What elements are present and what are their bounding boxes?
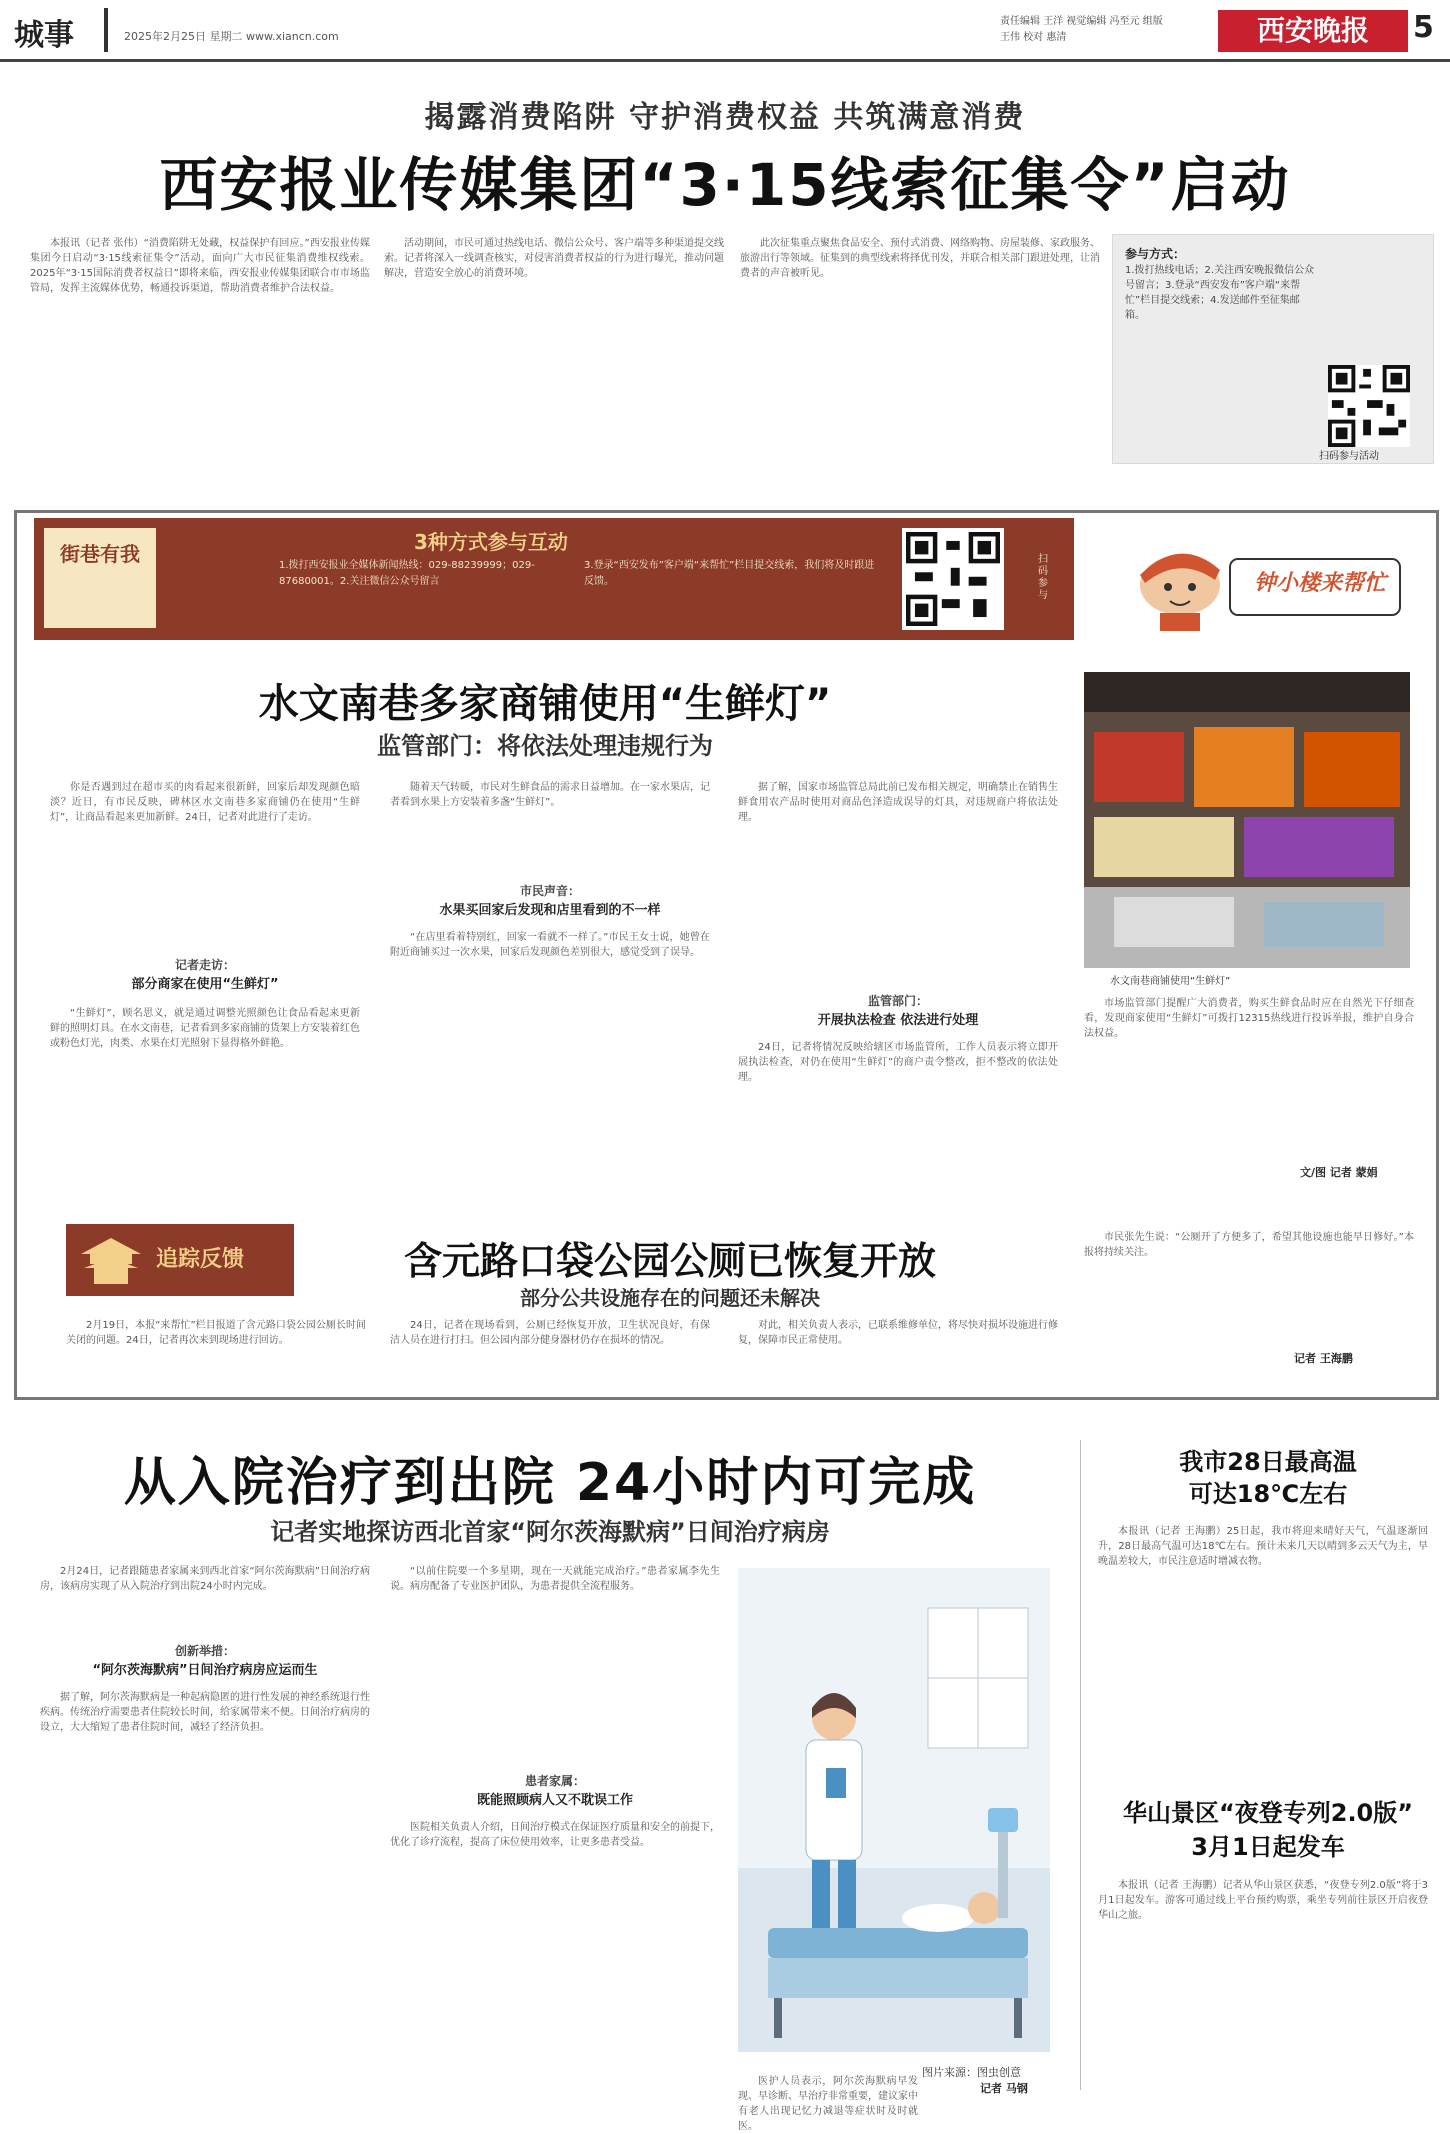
- story1-col4: 市场监管部门提醒广大消费者，购买生鲜食品时应在自然光下仔细查看，发现商家使用“生鲜灯”可拨打12315热线进行投诉举报，维护自身合法权益。: [1084, 998, 1414, 1039]
- story3-col3: 医护人员表示，阿尔茨海默病早发现、早诊断、早治疗非常重要，建议家中有老人出现记忆力减退等症状时及时就医。: [738, 2076, 918, 2132]
- participation-info-box: [1112, 234, 1434, 464]
- info-title: 参与方式：: [1125, 247, 1186, 261]
- story2-col3: 对此，相关负责人表示，已联系维修单位，将尽快对损坏设施进行修复，保障市民正常使用。: [738, 1320, 1058, 1346]
- newspaper-logo: 西安晚报: [1218, 10, 1408, 52]
- story2-col4: 市民张先生说：“公厕开了方便多了，希望其他设施也能早日修好。”本报将持续关注。: [1084, 1232, 1414, 1258]
- story1-subhead-1: 记者走访： 部分商家在使用“生鲜灯”: [131, 958, 279, 992]
- story1-subtitle: 监管部门：将依法处理违规行为: [377, 732, 713, 760]
- story1-subhead-2: 市民声音： 水果买回家后发现和店里看到的不一样: [439, 884, 661, 918]
- story1-col2: 随着天气转暖，市民对生鲜食品的需求日益增加。在一家水果店，记者看到水果上方安装着多盏“生鲜灯”。: [390, 782, 710, 808]
- banner-item-2: 3.登录“西安发布”客户端“来帮忙”栏目提交线索，我们将及时跟进反馈。: [584, 560, 875, 587]
- story2-headline: 含元路口袋公园公厕已恢复开放: [403, 1239, 936, 1283]
- lead-kicker: 揭露消费陷阱 守护消费权益 共筑满意消费: [424, 100, 1026, 135]
- story1-byline: 文/图 记者 蒙娟: [1300, 1166, 1378, 1179]
- lead-headline: 西安报业传媒集团“3·15线索征集令”启动: [159, 151, 1291, 219]
- banner-title: 3种方式参与互动: [414, 530, 568, 554]
- huashan-text: 本报讯（记者 王海鹏）记者从华山景区获悉，“夜登专列2.0版”将于3月1日起发车。游客可通过线上平台预约购票，乘坐专列前往景区开启夜登华山之旅。: [1098, 1880, 1428, 1921]
- story1-col3: 据了解，国家市场监管总局此前已发布相关规定，明确禁止在销售生鲜食用农产品时使用对商品色泽造成误导的灯具，对违规商户将依法处理。: [738, 782, 1058, 823]
- pagoda-icon: [76, 1234, 146, 1286]
- qr-code-icon[interactable]: [1328, 365, 1410, 447]
- story1-photo-caption: 水文南巷商铺使用“生鲜灯”: [1110, 976, 1231, 987]
- tracking-label: 追踪反馈: [156, 1247, 245, 1272]
- illustration-caption: 图片来源：图虫创意: [922, 2066, 1021, 2079]
- weather-text: 本报讯（记者 王海鹏）25日起，我市将迎来晴好天气，气温逐渐回升，28日最高气温可达18℃左右。预计未来几天以晴到多云天气为主，早晚温差较大，市民注意适时增减衣物。: [1098, 1526, 1428, 1567]
- story3-subhead-2: 患者家属： 既能照顾病人又不耽误工作: [476, 1774, 633, 1808]
- story2-col1: 2月19日，本报“来帮忙”栏目报道了含元路口袋公园公厕长时间关闭的问题。24日，记者再次来到现场进行回访。: [66, 1320, 366, 1346]
- banner-item-1: 1.拨打西安报业全媒体新闻热线：029-88239999；029-87680001。2.关注微信公众号留言: [279, 560, 535, 587]
- story3-headline: 从入院治疗到出院 24小时内可完成: [123, 1453, 977, 1513]
- story3-subtitle: 记者实地探访西北首家“阿尔茨海默病”日间治疗病房: [270, 1518, 830, 1546]
- lead-column-1: 本报讯（记者 张伟）“消费陷阱无处藏，权益保护有回应。”西安报业传媒集团今日启动“3·15线索征集令”活动，面向广大市民征集消费维权线索。2025年“3·15国际消费者权益日”即将来临，西安报业传媒集团联合市市场监管局，发挥主流媒体优势，畅通投诉渠道，帮助消费者维护合法权益。: [30, 238, 370, 294]
- story2-col2: 24日，记者在现场看到，公厕已经恢复开放，卫生状况良好，有保洁人员在进行打扫。但公园内部分健身器材仍存在损坏的情况。: [390, 1320, 710, 1346]
- story1-photo: [1084, 672, 1410, 968]
- story1-col2b: “在店里看着特别红，回家一看就不一样了。”市民王女士说，她曾在附近商铺买过一次水果，回家后发现颜色差别很大，感觉受到了误导。: [390, 932, 710, 958]
- story3-byline: 记者 马钢: [980, 2082, 1028, 2095]
- helper-title: 钟小楼来帮忙: [1253, 571, 1386, 596]
- story1-subhead-3: 监管部门： 开展执法检查 依法进行处理: [817, 994, 979, 1028]
- editor-credits: 责任编辑 王洋 视觉编辑 冯至元 组版 王伟 校对 惠清: [1000, 16, 1163, 43]
- section-name: 城事: [14, 18, 74, 53]
- story1-col3b: 24日，记者将情况反映给辖区市场监管所，工作人员表示将立即开展执法检查，对仍在使用“生鲜灯”的商户责令整改，拒不整改的依法处理。: [738, 1042, 1058, 1083]
- hospital-illustration: [738, 1568, 1050, 2052]
- story3-col1: 2月24日，记者跟随患者家属来到西北首家“阿尔茨海默病”日间治疗病房，该病房实现了从入院治疗到出院24小时内完成。: [40, 1566, 370, 1592]
- column-logo: 街巷有我: [44, 528, 156, 628]
- banner-qr-caption: 扫码参与: [1038, 554, 1048, 601]
- sidebar-divider: [1080, 1440, 1081, 2090]
- page-number: 5: [1413, 10, 1434, 45]
- story3-col1b: 据了解，阿尔茨海默病是一种起病隐匿的进行性发展的神经系统退行性疾病。传统治疗需要患者住院较长时间，给家属带来不便。日间治疗病房的设立，大大缩短了患者住院时间，减轻了经济负担。: [40, 1692, 370, 1733]
- story3-col2b: 医院相关负责人介绍，日间治疗模式在保证医疗质量和安全的前提下，优化了诊疗流程，提高了床位使用效率，让更多患者受益。: [390, 1822, 720, 1848]
- info-qr-caption: 扫码参与活动: [1319, 451, 1379, 462]
- story2-byline: 记者 王海鹏: [1294, 1352, 1353, 1365]
- story2-subtitle: 部分公共设施存在的问题还未解决: [520, 1286, 820, 1310]
- participation-banner: [34, 518, 1074, 640]
- info-body: 1.拨打热线电话；2.关注西安晚报微信公众号留言；3.登录“西安发布”客户端“来帮忙”栏目提交线索；4.发送邮件至征集邮箱。: [1125, 265, 1315, 321]
- story1-headline: 水文南巷多家商铺使用“生鲜灯”: [258, 681, 832, 727]
- story3-subhead-1: 创新举措： “阿尔茨海默病”日间治疗病房应运而生: [92, 1644, 318, 1678]
- lead-column-3: 此次征集重点聚焦食品安全、预付式消费、网络购物、房屋装修、家政服务、旅游出行等领域。征集到的典型线索将择优刊发，并联合相关部门跟进处理，让消费者的声音被听见。: [740, 238, 1100, 279]
- masthead: [0, 0, 1450, 62]
- story1-col1: 你是否遇到过在超市买的肉看起来很新鲜，回家后却发现颜色暗淡？近日，有市民反映，碑林区水文南巷多家商铺仍在使用“生鲜灯”，让商品看起来更加新鲜。24日，记者对此进行了走访。: [50, 782, 360, 823]
- lead-column-2: 活动期间，市民可通过热线电话、微信公众号、客户端等多种渠道提交线索。记者将深入一线调查核实，对侵害消费者权益的行为进行曝光，推动问题解决，营造安全放心的消费环境。: [384, 238, 724, 279]
- banner-qr-code-icon[interactable]: [902, 528, 1004, 630]
- tracking-badge: [66, 1224, 294, 1296]
- weather-headline: 我市28日最高温 可达18℃左右: [1179, 1448, 1357, 1508]
- dateline: 2025年2月25日 星期二 www.xiancn.com: [124, 30, 339, 43]
- masthead-divider: [104, 8, 108, 52]
- story3-col2: “以前住院要一个多星期，现在一天就能完成治疗。”患者家属李先生说。病房配备了专业医护团队，为患者提供全流程服务。: [390, 1566, 720, 1592]
- story1-col1b: “生鲜灯”，顾名思义，就是通过调整光照颜色让食品看起来更新鲜的照明灯具。在水文南巷，记者看到多家商铺的货架上方安装着红色或粉色灯光，肉类、水果在灯光照射下显得格外鲜艳。: [50, 1008, 360, 1049]
- huashan-headline: 华山景区“夜登专列2.0版” 3月1日起发车: [1122, 1799, 1414, 1861]
